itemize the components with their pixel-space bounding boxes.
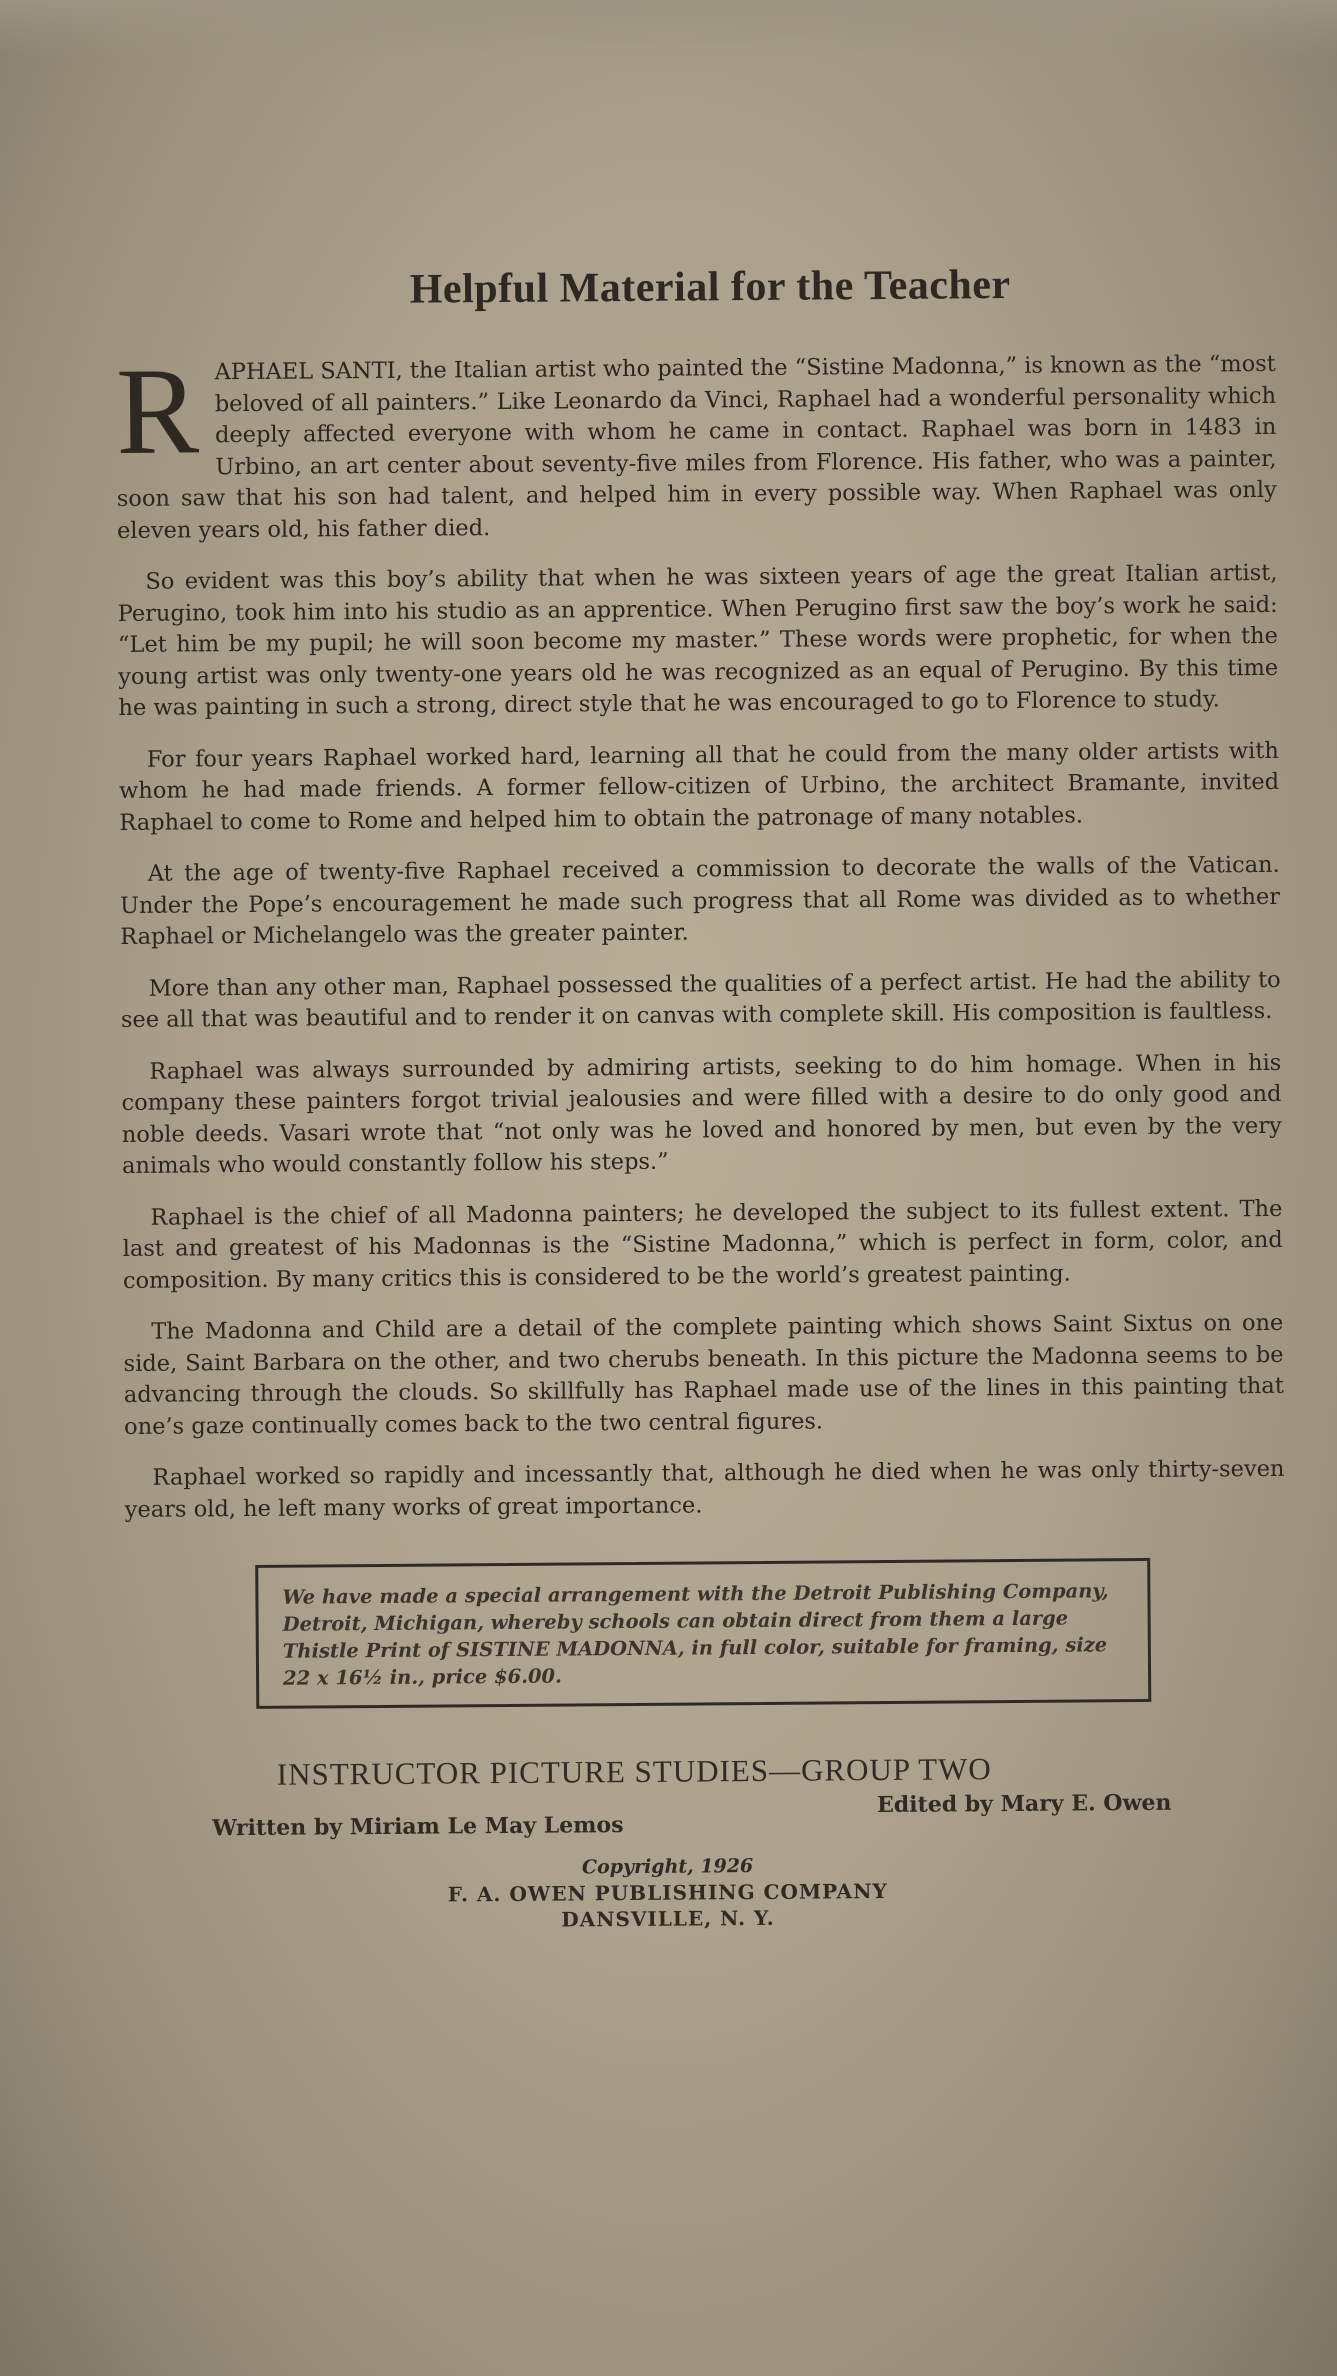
publisher-city: DANSVILLE, N. Y.: [561, 1905, 775, 1932]
author-credit: Written by Miriam Le May Lemos: [212, 1812, 624, 1842]
copyright-year: Copyright, 1926: [581, 1855, 754, 1879]
paragraph: More than any other man, Raphael possessed the qualities of a perfect artist. He had the ability to see all that was beautiful and to render it on canvas with complete skill. His composition is faultless.: [120, 966, 1281, 1033]
first-paragraph: [115, 342, 1277, 547]
paragraph: Raphael is the chief of all Madonna painters; he developed the subject to its fullest extent. The last and greatest of his Madonnas is the “Sistine Madonna,” which is perfect in form, color, and composition. By many critics this is considered to be the world’s greatest painting.: [122, 1195, 1283, 1294]
paragraph: At the age of twenty-five Raphael received a commission to decorate the walls of the Vatican. Under the Pope’s encouragement he made such progress that all Rome was divided as to whether Raphael or Michelangelo was the greater painter.: [119, 851, 1281, 950]
article-body: [115, 342, 1285, 1526]
first-paragraph-text: APHAEL SANTI, the Italian artist who painted the “Sistine Madonna,” is known as the “most beloved of all painters.” Like Leonardo da Vinci, Raphael had a wonderful personality which deeply affected everyone with whom he came in contact. Raphael was born in 1483 in Urbino, an art center about seventy-five miles from Florence. His father, who was a painter, soon saw that his son had talent, and helped him in every possible way. When Raphael was only eleven years old, his father died.: [116, 350, 1277, 544]
print-offer-notice: We have made a special arrangement with the Detroit Publishing Company, Detroit, Michigan, whereby schools can obtain direct from them a large Thistle Print of SISTINE MADONNA, in full color, suitable for framing, size 22 x 16½ in., price $6.00.: [255, 1558, 1151, 1709]
drop-cap: R: [115, 342, 200, 480]
editor-credit: Edited by Mary E. Owen: [876, 1789, 1172, 1819]
page-title: Helpful Material for the Teacher: [409, 261, 1011, 313]
paragraph: For four years Raphael worked hard, learning all that he could from the many older artists with whom he had made friends. A former fellow-citizen of Urbino, the architect Bramante, invited Raphael to come to Rome and helped him to obtain the patronage of many notables.: [119, 737, 1280, 836]
top-shadow: [0, 0, 1337, 60]
publisher-name: F. A. OWEN PUBLISHING COMPANY: [447, 1878, 888, 1907]
paragraph: So evident was this boy’s ability that when he was sixteen years of age the great Italian artist, Perugino, took him into his studio as an apprentice. When Perugino first saw the boy’s work he said: “Let him be my pupil; he will soon become my master.” These words were prophetic, for when the young artist was only twenty-one years old he was recognized as an equal of Perugino. By this time he was painting in such a strong, direct style that he was encouraged to go to Florence to study.: [117, 559, 1279, 721]
paragraph: Raphael was always surrounded by admiring artists, seeking to do him homage. When in his company these painters forgot trivial jealousies and were filled with a desire to do only good and noble deeds. Vasari wrote that “not only was he loved and honored by men, but even by the very animals who would constantly follow his steps.”: [121, 1049, 1282, 1179]
paragraph: The Madonna and Child are a detail of the complete painting which shows Saint Sixtus on one side, Saint Barbara on the other, and two cherubs beneath. In this picture the Madonna seems to be advancing through the clouds. So skillfully has Raphael made use of the lines in this painting that one’s gaze continually comes back to the two central figures.: [123, 1309, 1284, 1440]
series-title: INSTRUCTOR PICTURE STUDIES—GROUP TWO: [276, 1751, 992, 1792]
copyright-block: [437, 1852, 898, 1934]
footer: [127, 1749, 1289, 1958]
document-content: [115, 259, 1288, 1958]
paragraph: Raphael worked so rapidly and incessantly that, although he died when he was only thirty-seven years old, he left many works of great importance.: [124, 1455, 1285, 1523]
